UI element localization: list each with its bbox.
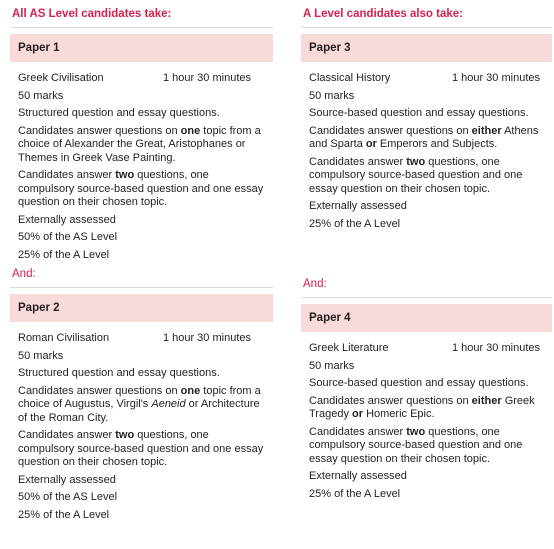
section-heading: All AS Level candidates take: xyxy=(10,6,273,28)
paper-assessment: Externally assessed xyxy=(18,213,116,226)
a-level-column xyxy=(301,0,552,505)
as-level-column xyxy=(10,0,273,526)
paper-duration: 1 hour 30 minutes xyxy=(162,332,251,344)
paper-marks: 50 marks xyxy=(18,349,64,362)
paper-marks: 50 marks xyxy=(309,89,355,102)
paper-answer-requirement: Candidates answer two questions, one compulsory source-based question and one essay question on their chosen topic. xyxy=(18,169,264,208)
paper-duration: 1 hour 30 minutes xyxy=(451,72,540,84)
paper-assessment: Externally assessed xyxy=(309,470,407,482)
paper-1-header: Paper 1 xyxy=(10,34,273,62)
paper-3-header: Paper 3 xyxy=(301,34,552,62)
paper-topic-choice: Candidates answer questions on one topic from a choice of Augustus, Virgil's Aeneid or Architecture of the Roman City. xyxy=(18,384,261,424)
paper-duration: 1 hour 30 minutes xyxy=(162,72,251,84)
paper-2-header: Paper 2 xyxy=(10,294,273,322)
paper-answer-requirement: Candidates answer two questions, one compulsory source-based question and one essay question on their chosen topic. xyxy=(18,429,264,468)
paper-subject: Classical History xyxy=(309,72,391,84)
paper-answer-requirement: Candidates answer two questions, one compulsory source-based question and one essay question on their chosen topic. xyxy=(309,155,523,195)
paper-question-type: Structured question and essay questions. xyxy=(18,107,220,119)
section-heading: A Level candidates also take: xyxy=(301,6,552,28)
paper-4-header: Paper 4 xyxy=(301,304,552,332)
paper-a-weight: 25% of the A Level xyxy=(18,508,110,521)
paper-subject: Greek Civilisation xyxy=(18,72,104,84)
and-label: And: xyxy=(10,266,273,288)
and-label: And: xyxy=(301,276,552,298)
paper-a-weight: 25% of the A Level xyxy=(18,248,110,261)
paper-a-weight: 25% of the A Level xyxy=(309,487,401,500)
paper-topic-choice: Candidates answer questions on either Greek Tragedy or Homeric Epic. xyxy=(309,394,535,420)
paper-subject: Roman Civilisation xyxy=(18,332,110,344)
paper-marks: 50 marks xyxy=(18,89,64,102)
paper-topic-choice: Candidates answer questions on one topic from a choice of Alexander the Great, Aristophanes or Themes in Greek Vase Painting. xyxy=(18,124,261,164)
paper-as-weight: 50% of the AS Level xyxy=(18,231,118,243)
paper-2-details xyxy=(10,332,273,522)
paper-marks: 50 marks xyxy=(309,359,355,372)
paper-question-type: Source-based question and essay questions. xyxy=(309,107,529,119)
paper-3-details xyxy=(301,72,552,272)
paper-subject: Greek Literature xyxy=(309,342,389,354)
paper-question-type: Source-based question and essay questions. xyxy=(309,377,529,389)
paper-duration: 1 hour 30 minutes xyxy=(451,342,540,354)
paper-a-weight: 25% of the A Level xyxy=(309,217,401,230)
paper-4-details xyxy=(301,342,552,501)
paper-question-type: Structured question and essay questions. xyxy=(18,367,220,379)
paper-topic-choice: Candidates answer questions on either Athens and Sparta or Emperors and Subjects. xyxy=(309,124,539,150)
paper-as-weight: 50% of the AS Level xyxy=(18,491,118,503)
paper-assessment: Externally assessed xyxy=(309,200,407,212)
paper-1-details xyxy=(10,72,273,262)
paper-assessment: Externally assessed xyxy=(18,473,116,486)
paper-answer-requirement: Candidates answer two questions, one compulsory source-based question and one essay question on their chosen topic. xyxy=(309,425,523,465)
